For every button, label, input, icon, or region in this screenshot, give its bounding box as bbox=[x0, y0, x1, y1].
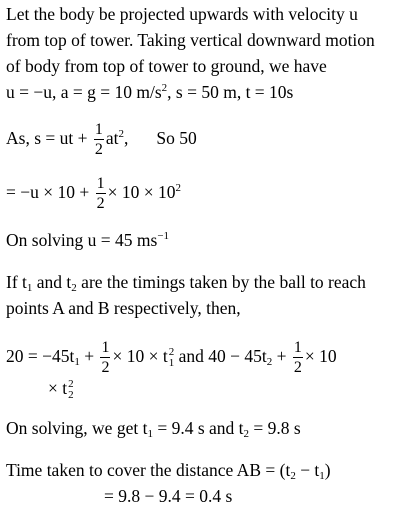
paragraph-line: If $t_1$ and $t_2$ are the timings taken by the ball to reach bbox=[6, 272, 366, 294]
solve-velocity: On solving u = 45 $ms^{-1}$ bbox=[6, 230, 170, 250]
fraction-half: $\frac{1}{2}$ bbox=[101, 338, 110, 376]
fraction-half: $\frac{1}{2}$ bbox=[94, 120, 103, 158]
equation-points-continued: × t 2 2 bbox=[48, 377, 74, 401]
paragraph-line: Let the body be projected upwards with velocity u bbox=[6, 4, 358, 24]
equation-substitution: = −u × 10 + $\frac{1}{2}$ × $10 \times 10^2$ bbox=[6, 174, 181, 212]
equation-points: $20 = -45t_1$ + $\frac{1}{2}$ × 10 × t 2 1 and $40 - 45t_2$ + $\frac{1}{2}$ × 10 bbox=[6, 338, 337, 376]
equation-displacement: As, s = ut + $\frac{1}{2}$ $at^2$, So 50 bbox=[6, 120, 197, 158]
paragraph-line: points A and B respectively, then, bbox=[6, 298, 241, 318]
final-result: = 9.8 − 9.4 = 0.4 s bbox=[104, 486, 233, 506]
given-values: u = −u, a = g = 10 $m/s^2$, s = 50 m, t = 10s bbox=[6, 82, 294, 102]
fraction-half: $\frac{1}{2}$ bbox=[293, 338, 302, 376]
final-answer: Time taken to cover the distance AB = $(t_2 - t_1)$ bbox=[6, 460, 331, 482]
paragraph-line: from top of tower. Taking vertical downward motion bbox=[6, 30, 375, 50]
paragraph-line: of body from top of tower to ground, we have bbox=[6, 56, 327, 76]
fraction-half: $\frac{1}{2}$ bbox=[96, 174, 105, 212]
solve-times: On solving, we get $t_1 = 9.4$ s and $t_2 = 9.8$ s bbox=[6, 418, 301, 440]
